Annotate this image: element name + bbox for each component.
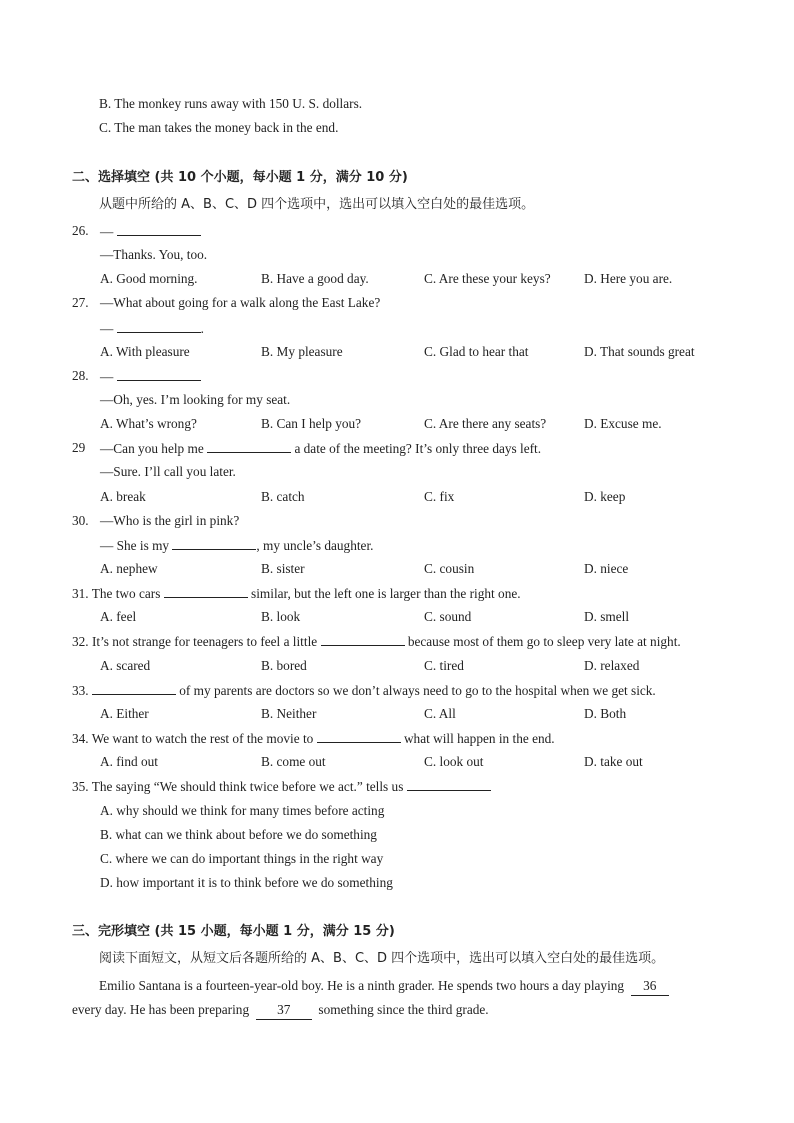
q30-option-a: A. nephew bbox=[100, 561, 158, 576]
q28-line1: — bbox=[100, 367, 201, 386]
q35-option-c: C. where we can do important things in the right way bbox=[100, 851, 384, 866]
q26-option-a: A. Good morning. bbox=[100, 271, 198, 286]
q33-blank bbox=[92, 681, 176, 695]
q30-option-c: C. cousin bbox=[424, 561, 475, 576]
q29-number: 29 bbox=[72, 440, 86, 455]
q27-blank bbox=[117, 319, 201, 333]
q28-option-d: D. Excuse me. bbox=[584, 416, 662, 431]
passage-line1: Emilio Santana is a fourteen-year-old boy. He is a ninth grader. He spends two hours a day playing 36 bbox=[99, 977, 669, 996]
q29-blank bbox=[207, 439, 291, 453]
section3-instruction: 阅读下面短文，从短文后各题所给的 A、B、C、D 四个选项中，选出可以填入空白处的最佳选项。 bbox=[99, 951, 665, 966]
q27-option-c: C. Glad to hear that bbox=[424, 344, 529, 359]
q27-option-a: A. With pleasure bbox=[100, 344, 190, 359]
q26-option-d: D. Here you are. bbox=[584, 271, 673, 286]
q26-option-b: B. Have a good day. bbox=[261, 271, 369, 286]
q31-stem: 31. The two cars similar, but the left one is larger than the right one. bbox=[72, 586, 521, 601]
q32-stem: 32. It’s not strange for teenagers to feel a little because most of them go to sleep very late at night. bbox=[72, 634, 681, 649]
q26-number: 26. bbox=[72, 223, 89, 238]
q28-line2: —Oh, yes. I’m looking for my seat. bbox=[100, 392, 291, 407]
q31-option-c: C. sound bbox=[424, 609, 472, 624]
q33-option-c: C. All bbox=[424, 706, 456, 721]
q29-line1: —Can you help me a date of the meeting? It’s only three days left. bbox=[100, 441, 542, 456]
q26-option-c: C. Are these your keys? bbox=[424, 271, 551, 286]
q27-option-b: B. My pleasure bbox=[261, 344, 343, 359]
q30-number: 30. bbox=[72, 513, 89, 528]
q26-line1: — bbox=[100, 222, 201, 241]
q32-option-d: D. relaxed bbox=[584, 658, 640, 673]
q35-blank bbox=[407, 777, 491, 791]
q28-blank bbox=[117, 367, 201, 381]
q33-option-b: B. Neither bbox=[261, 706, 317, 721]
q29-option-a: A. break bbox=[100, 489, 146, 504]
q29-option-d: D. keep bbox=[584, 489, 626, 504]
passage-line2: every day. He has been preparing 37 something since the third grade. bbox=[72, 1001, 489, 1020]
q28-option-c: C. Are there any seats? bbox=[424, 416, 547, 431]
q33-option-a: A. Either bbox=[100, 706, 149, 721]
q33-stem: 33. of my parents are doctors so we don’t always need to go to the hospital when we get sick. bbox=[72, 683, 656, 698]
q30-line1: —Who is the girl in pink? bbox=[100, 513, 240, 528]
q31-blank bbox=[164, 584, 248, 598]
q34-stem: 34. We want to watch the rest of the movie to what will happen in the end. bbox=[72, 731, 555, 746]
q26-line2: —Thanks. You, too. bbox=[100, 247, 208, 262]
q35-option-d: D. how important it is to think before we do something bbox=[100, 875, 393, 890]
q35-option-a: A. why should we think for many times before acting bbox=[100, 803, 385, 818]
q34-option-d: D. take out bbox=[584, 754, 643, 769]
blank-36: 36 bbox=[631, 977, 669, 996]
q27-option-d: D. That sounds great bbox=[584, 344, 695, 359]
q34-blank bbox=[317, 729, 401, 743]
prev-option-c: C. The man takes the money back in the end. bbox=[99, 120, 339, 135]
q32-option-a: A. scared bbox=[100, 658, 151, 673]
q34-option-b: B. come out bbox=[261, 754, 326, 769]
q30-blank bbox=[172, 536, 256, 550]
q31-option-b: B. look bbox=[261, 609, 301, 624]
prev-option-b: B. The monkey runs away with 150 U. S. dollars. bbox=[99, 96, 363, 111]
q28-number: 28. bbox=[72, 368, 89, 383]
blank-37: 37 bbox=[256, 1001, 312, 1020]
q28-option-a: A. What’s wrong? bbox=[100, 416, 197, 431]
q31-option-a: A. feel bbox=[100, 609, 137, 624]
q27-line1: —What about going for a walk along the East Lake? bbox=[100, 295, 381, 310]
q35-option-b: B. what can we think about before we do something bbox=[100, 827, 377, 842]
q33-option-d: D. Both bbox=[584, 706, 627, 721]
q34-option-c: C. look out bbox=[424, 754, 484, 769]
q27-number: 27. bbox=[72, 295, 89, 310]
q29-option-b: B. catch bbox=[261, 489, 305, 504]
q32-option-b: B. bored bbox=[261, 658, 307, 673]
q30-option-d: D. niece bbox=[584, 561, 629, 576]
q30-option-b: B. sister bbox=[261, 561, 305, 576]
q29-line2: —Sure. I’ll call you later. bbox=[100, 464, 236, 479]
q35-stem: 35. The saying “We should think twice before we act.” tells us bbox=[72, 777, 491, 796]
q30-line2: — She is my , my uncle’s daughter. bbox=[100, 538, 374, 553]
section2-title: 二、选择填空 (共 10 个小题，每小题 1 分，满分 10 分) bbox=[72, 170, 408, 185]
q29-option-c: C. fix bbox=[424, 489, 455, 504]
q31-option-d: D. smell bbox=[584, 609, 630, 624]
q32-option-c: C. tired bbox=[424, 658, 464, 673]
section3-title: 三、完形填空 (共 15 小题，每小题 1 分，满分 15 分) bbox=[72, 924, 395, 939]
q28-option-b: B. Can I help you? bbox=[261, 416, 362, 431]
q26-blank bbox=[117, 222, 201, 236]
q27-line2: — . bbox=[100, 321, 204, 336]
q32-blank bbox=[321, 632, 405, 646]
section2-instruction: 从题中所给的 A、B、C、D 四个选项中，选出可以填入空白处的最佳选项。 bbox=[99, 197, 535, 212]
q34-option-a: A. find out bbox=[100, 754, 158, 769]
